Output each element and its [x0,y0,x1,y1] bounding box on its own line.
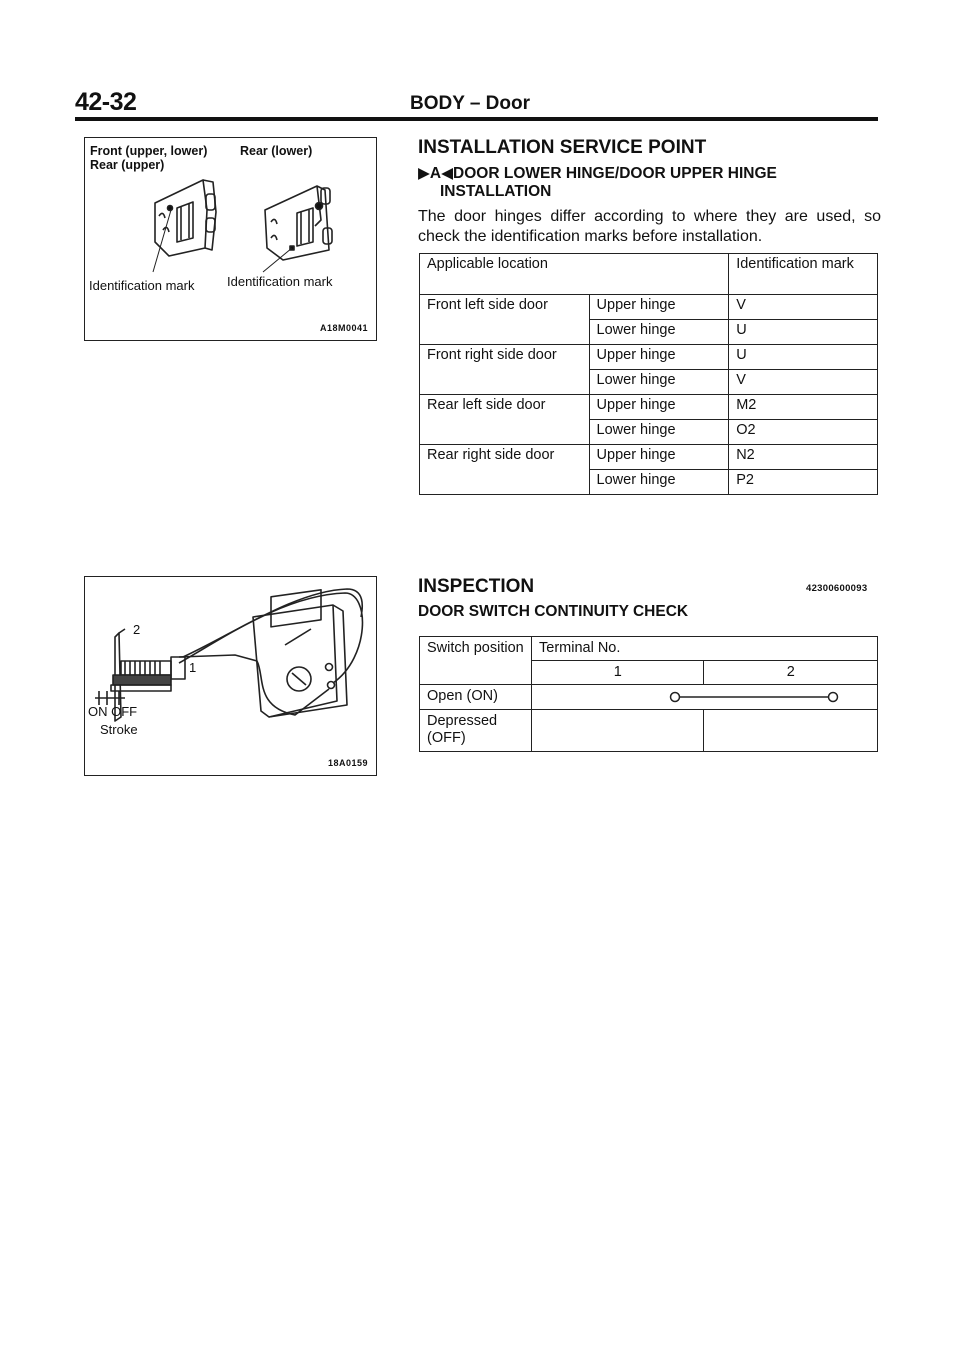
label-front-hinge: Front (upper, lower) [90,144,208,158]
table-row [420,295,878,320]
door-cell: Rear right side door [420,445,590,470]
mark-cell: N2 [729,445,878,470]
label-rear-upper-hinge: Rear (upper) [90,158,165,172]
continuity-table [419,636,878,752]
table-header-row [420,254,878,295]
door-cell-empty [420,470,590,495]
door-cell-empty [420,370,590,395]
table-row [420,345,878,370]
header-terminal-no: Terminal No. [532,637,878,661]
page-title: BODY – Door [410,93,531,114]
mark-cell: U [729,320,878,345]
mark-cell: U [729,345,878,370]
header-divider [75,117,878,121]
label-identification-mark-left: Identification mark [89,278,195,293]
table-row [420,685,878,710]
mark-cell: P2 [729,470,878,495]
continuity-connection-icon [532,685,877,709]
installation-subheading [418,165,777,183]
installation-sub-line1: DOOR LOWER HINGE/DOOR UPPER HINGE [453,165,777,182]
row-depressed-off: Depressed (OFF) [420,710,532,752]
empty-cell [704,710,878,752]
table-row [420,710,878,752]
label-terminal-2: 2 [133,622,141,637]
mark-cell: V [729,370,878,395]
page-number: 42-32 [75,88,137,116]
door-switch-figure [84,576,377,776]
hinge-cell: Lower hinge [589,470,729,495]
installation-paragraph: The door hinges differ according to where they are used, so check the identification marks before installation. [418,208,881,245]
figure-code: 18A0159 [327,758,368,768]
table-row [420,370,878,395]
figure-code: A18M0041 [319,323,368,333]
installation-sub-line2: INSTALLATION [440,183,552,200]
hinge-figure [84,137,377,341]
label-identification-mark-right: Identification mark [227,274,333,289]
switch-drawing [85,577,375,773]
mark-cell: M2 [729,395,878,420]
continuity-cell [532,685,878,710]
hinge-drawing [85,168,375,280]
hinge-cell: Upper hinge [589,445,729,470]
hinge-cell: Lower hinge [589,320,729,345]
header-identification-mark: Identification mark [729,254,878,295]
hinge-cell: Upper hinge [589,345,729,370]
hinge-cell: Lower hinge [589,420,729,445]
table-header-row [420,637,878,661]
table-row [420,445,878,470]
document-number: 42300600093 [806,583,868,594]
hinge-cell: Upper hinge [589,295,729,320]
header-switch-position: Switch position [420,637,532,685]
label-on-off: ON OFF [88,704,138,719]
header-terminal-2: 2 [704,661,878,685]
mark-cell: O2 [729,420,878,445]
hinge-cell: Upper hinge [589,395,729,420]
label-rear-lower-hinge: Rear (lower) [240,144,313,158]
door-cell: Rear left side door [420,395,590,420]
table-row [420,395,878,420]
table-row [420,470,878,495]
inspection-heading: INSPECTION [418,576,535,597]
hinge-cell: Lower hinge [589,370,729,395]
label-stroke: Stroke [100,722,138,737]
installation-heading: INSTALLATION SERVICE POINT [418,137,707,158]
empty-cell [532,710,704,752]
row-open-on: Open (ON) [420,685,532,710]
door-cell-empty [420,320,590,345]
hinge-identification-table [419,253,878,495]
door-cell-empty [420,420,590,445]
table-row [420,320,878,345]
inspection-subheading: DOOR SWITCH CONTINUITY CHECK [418,603,689,620]
door-cell: Front right side door [420,345,590,370]
marker-a-icon: ▶A◀ [418,165,454,182]
table-row [420,420,878,445]
mark-cell: V [729,295,878,320]
door-cell: Front left side door [420,295,590,320]
label-terminal-1: 1 [189,660,197,675]
header-terminal-1: 1 [532,661,704,685]
header-applicable-location: Applicable location [420,254,729,295]
